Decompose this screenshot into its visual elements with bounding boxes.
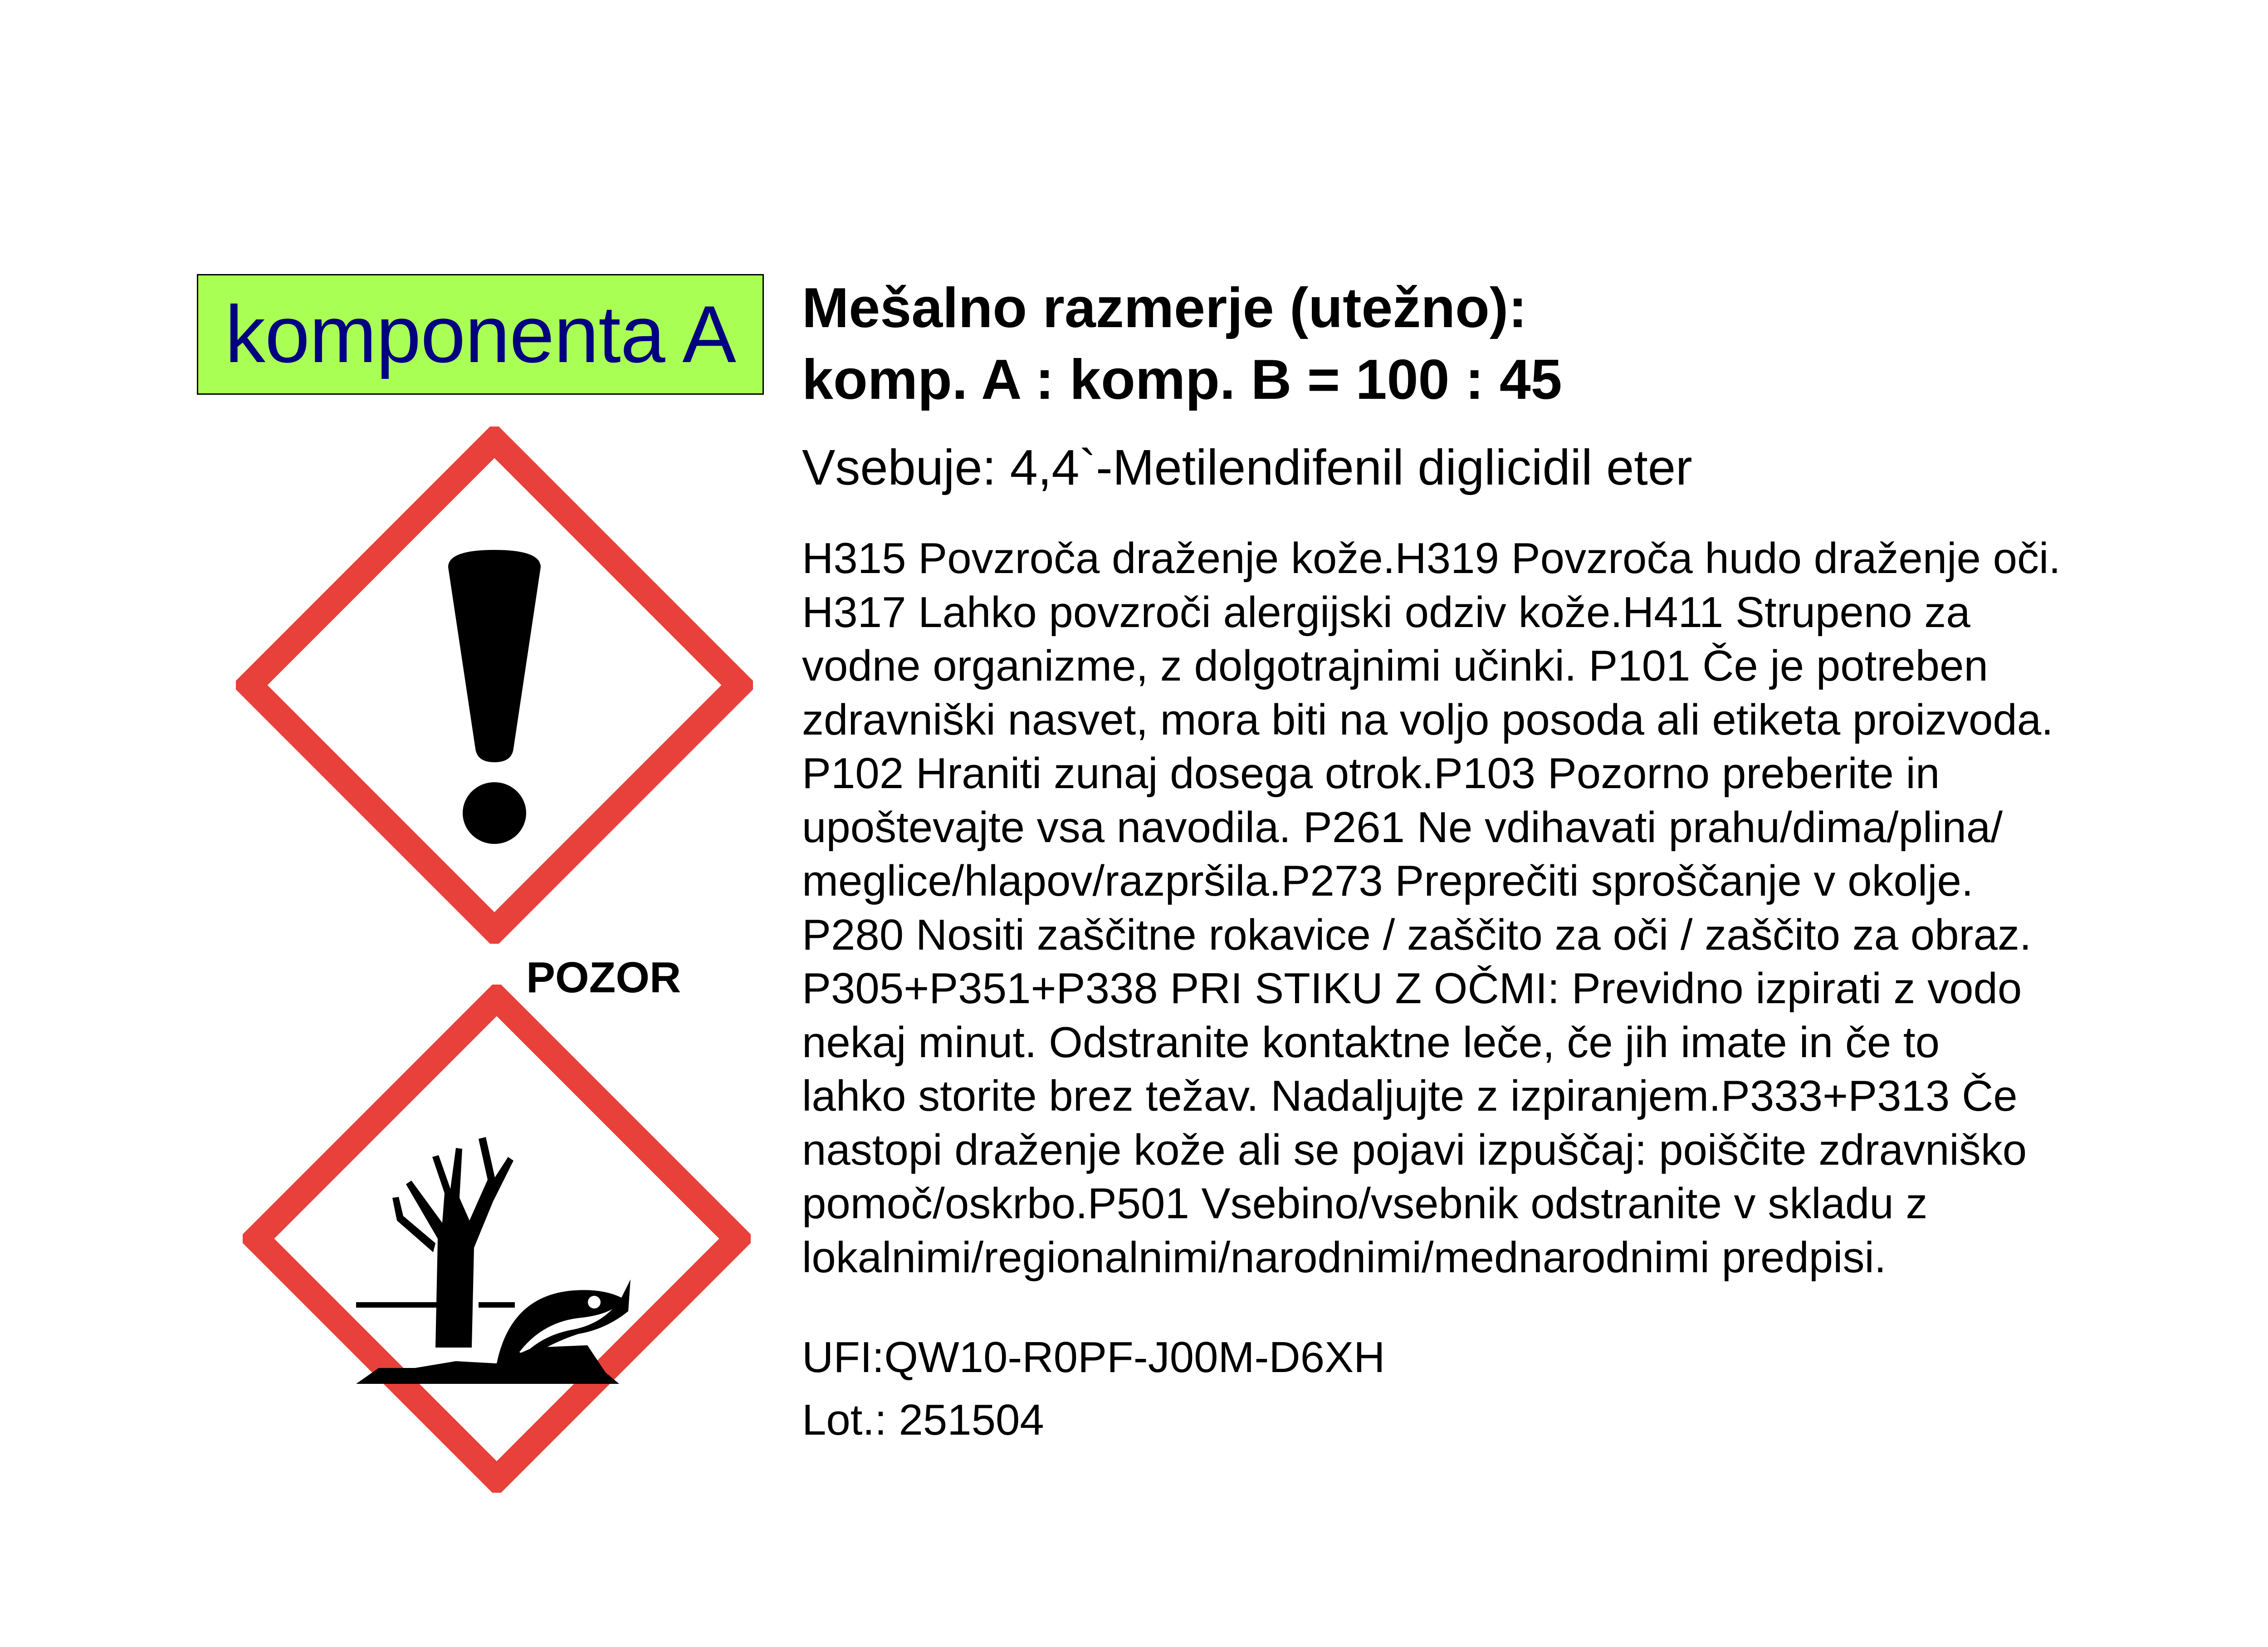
mixing-ratio-value: komp. A : komp. B = 100 : 45 bbox=[802, 348, 1562, 411]
ufi-code: UFI:QW10-R0PF-J00M-D6XH bbox=[802, 1333, 1385, 1382]
statement-line: lokalnimi/regionalnimi/narodnimi/mednarodnimi predpisi. bbox=[802, 1233, 1887, 1282]
statement-line: H317 Lahko povzroči alergijski odziv kože.H411 Strupeno za bbox=[802, 588, 1970, 637]
exclamation-mark-pictogram bbox=[236, 426, 753, 944]
statement-line: meglice/hlapov/razpršila.P273 Preprečiti sproščanje v okolje. bbox=[802, 857, 1974, 905]
exclamation-dot bbox=[463, 782, 526, 844]
water-line bbox=[479, 1302, 515, 1308]
statement-line: upoštevajte vsa navodila. P261 Ne vdihavati prahu/dima/plina/ bbox=[802, 803, 2003, 852]
pictogram-border bbox=[256, 998, 737, 1479]
environment-hazard-icon bbox=[243, 985, 751, 1493]
statement-line: nekaj minut. Odstranite kontaktne leče, če jih imate in če to bbox=[802, 1018, 1940, 1067]
lot-number: Lot.: 251504 bbox=[802, 1396, 1044, 1444]
mixing-ratio bbox=[802, 272, 1562, 416]
statement-line: lahko storite brez težav. Nadaljujte z izpiranjem.P333+P313 Če bbox=[802, 1072, 2018, 1120]
statement-line: nastopi draženje kože ali se pojavi izpuščaj: poiščite zdravniško bbox=[802, 1125, 2027, 1174]
hazard-precaution-statements bbox=[802, 532, 2208, 1284]
signal-word: POZOR bbox=[526, 953, 681, 1002]
statement-line: P280 Nositi zaščitne rokavice / zaščito za oči / zaščito za obraz. bbox=[802, 910, 2032, 959]
statement-line: pomoč/oskrbo.P501 Vsebino/vsebnik odstranite v skladu z bbox=[802, 1179, 1928, 1228]
statement-line: P305+P351+P338 PRI STIKU Z OČMI: Previdno izpirati z vodo bbox=[802, 964, 2022, 1013]
environment-pictogram bbox=[243, 985, 751, 1493]
statement-line: H315 Povzroča draženje kože.H319 Povzroča hudo draženje oči. bbox=[802, 534, 2061, 583]
contains-text: Vsebuje: 4,4`-Metilendifenil diglicidil eter bbox=[802, 440, 1692, 495]
statement-line: zdravniški nasvet, mora biti na voljo posoda ali etiketa proizvoda. bbox=[802, 695, 2053, 744]
water-line bbox=[356, 1302, 451, 1308]
statement-line: vodne organizme, z dolgotrajnimi učinki. P101 Če je potreben bbox=[802, 642, 1988, 690]
statement-line: P102 Hraniti zunaj dosega otrok.P103 Pozorno preberite in bbox=[802, 749, 1940, 798]
mixing-ratio-heading: Mešalno razmerje (utežno): bbox=[802, 277, 1527, 339]
component-label: komponenta A bbox=[197, 274, 764, 395]
exclamation-mark-icon bbox=[236, 426, 753, 944]
